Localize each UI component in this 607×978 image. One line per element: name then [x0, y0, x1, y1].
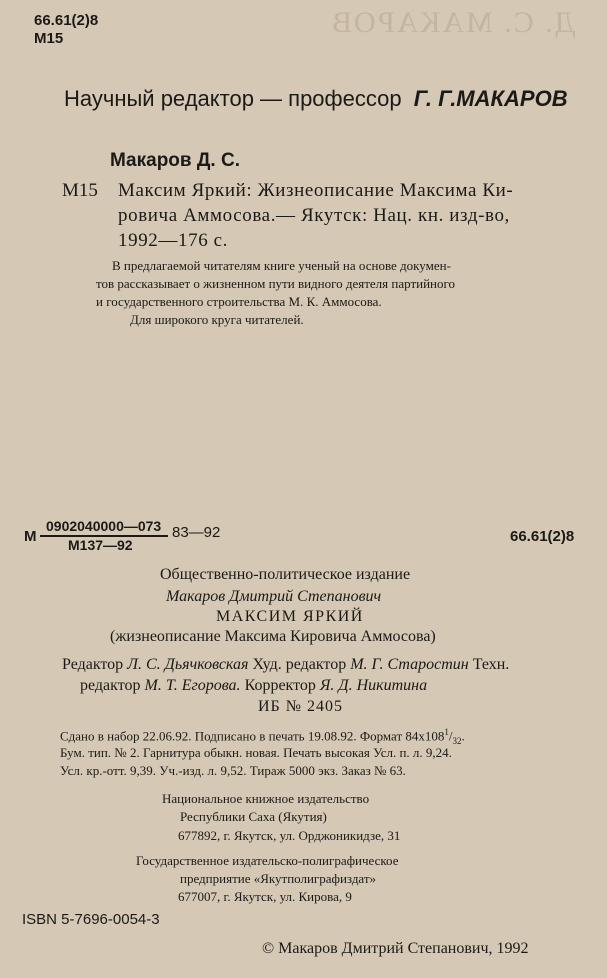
catalog-author: Макаров Д. С.	[110, 150, 240, 171]
corrector-label: Корректор	[244, 677, 316, 694]
production-line-3: Усл. кр.-отт. 9,39. Уч.-изд. л. 9,52. Тираж 5000 экз. Заказ № 63.	[60, 763, 406, 778]
abstract-line-2: тов рассказывает о жизненном пути видного деятеля партийного	[96, 276, 456, 291]
publisher-address: 677892, г. Якутск, ул. Орджоникидзе, 31	[178, 828, 401, 843]
book-subtitle: (жизнеописание Максима Кировича Аммосова)	[110, 628, 436, 645]
editors-line-2	[80, 677, 427, 695]
editor-name: Л. С. Дьячковская	[127, 656, 249, 673]
formula-suffix: 83—92	[172, 524, 221, 541]
editor-label: Редактор	[62, 656, 124, 673]
editors-line-1	[62, 656, 509, 674]
book-title: МАКСИМ ЯРКИЙ	[216, 608, 364, 625]
tech-editor-label-2: редактор	[80, 677, 141, 694]
formula-denominator: М137—92	[68, 537, 133, 553]
abstract-line-1: В предлагаемой читателям книге ученый на основе докумен-	[112, 258, 451, 273]
scientific-editor-line	[64, 86, 568, 112]
format-superscript: 1	[444, 727, 449, 737]
production-line-1-text: Сдано в набор 22.06.92. Подписано в печать 19.08.92. Формат 84x108	[60, 728, 445, 744]
corrector-name: Я. Д. Никитина	[319, 677, 428, 694]
audience-note: Для широкого круга читателей.	[130, 312, 304, 327]
catalog-title-line-1: Максим Яркий: Жизнеописание Максима Ки-	[118, 180, 514, 201]
tech-editor-label-1: Техн.	[472, 656, 510, 673]
catalog-code: М15	[62, 180, 98, 201]
show-through-text: Д. С. МАКАРОВ	[330, 6, 576, 39]
abstract-line-3: и государственного строительства М. К. Аммосова.	[96, 294, 382, 309]
ib-number: ИБ № 2405	[258, 698, 344, 715]
edition-type: Общественно-политическое издание	[160, 566, 411, 583]
scientific-editor-label: Научный редактор — профессор	[64, 86, 402, 111]
tech-editor-name: М. Т. Егорова.	[144, 677, 241, 694]
catalog-title-line-3: 1992—176 с.	[118, 230, 229, 251]
printer-name: Государственное издательско-полиграфическое	[136, 853, 399, 868]
art-editor-name: М. Г. Старостин	[350, 656, 469, 673]
author-mark-top: М15	[34, 30, 64, 47]
printer-enterprise: предприятие «Якутполиграфиздат»	[180, 871, 377, 886]
production-line-2: Бум. тип. № 2. Гарнитура обыкн. новая. Печать высокая Усл. п. л. 9,24.	[60, 745, 452, 760]
isbn: ISBN 5-7696-0054-3	[22, 911, 160, 928]
printer-address: 677007, г. Якутск, ул. Кирова, 9	[178, 889, 352, 904]
production-line-1: Сдано в набор 22.06.92. Подписано в печать 19.08.92. Формат $84x108^1/_{32}$.	[60, 727, 465, 746]
art-editor-label: Худ. редактор	[252, 656, 347, 673]
scientific-editor-name: Г. Г.МАКАРОВ	[413, 86, 568, 111]
bbk-code-top: 66.61(2)8	[34, 12, 99, 29]
copyright: © Макаров Дмитрий Степанович, 1992	[262, 940, 529, 957]
formula-letter: М	[24, 528, 37, 545]
publisher-region: Республики Саха (Якутия)	[180, 809, 327, 824]
format-subscript: 32	[452, 735, 462, 746]
catalog-title-line-2: ровича Аммосова.— Якутск: Нац. кн. изд-во,	[118, 205, 510, 226]
author-full-name: Макаров Дмитрий Степанович	[166, 588, 382, 605]
formula-numerator: 0902040000—073	[46, 518, 162, 534]
bbk-code-bottom: 66.61(2)8	[510, 528, 575, 545]
publisher-name: Национальное книжное издательство	[162, 791, 370, 806]
